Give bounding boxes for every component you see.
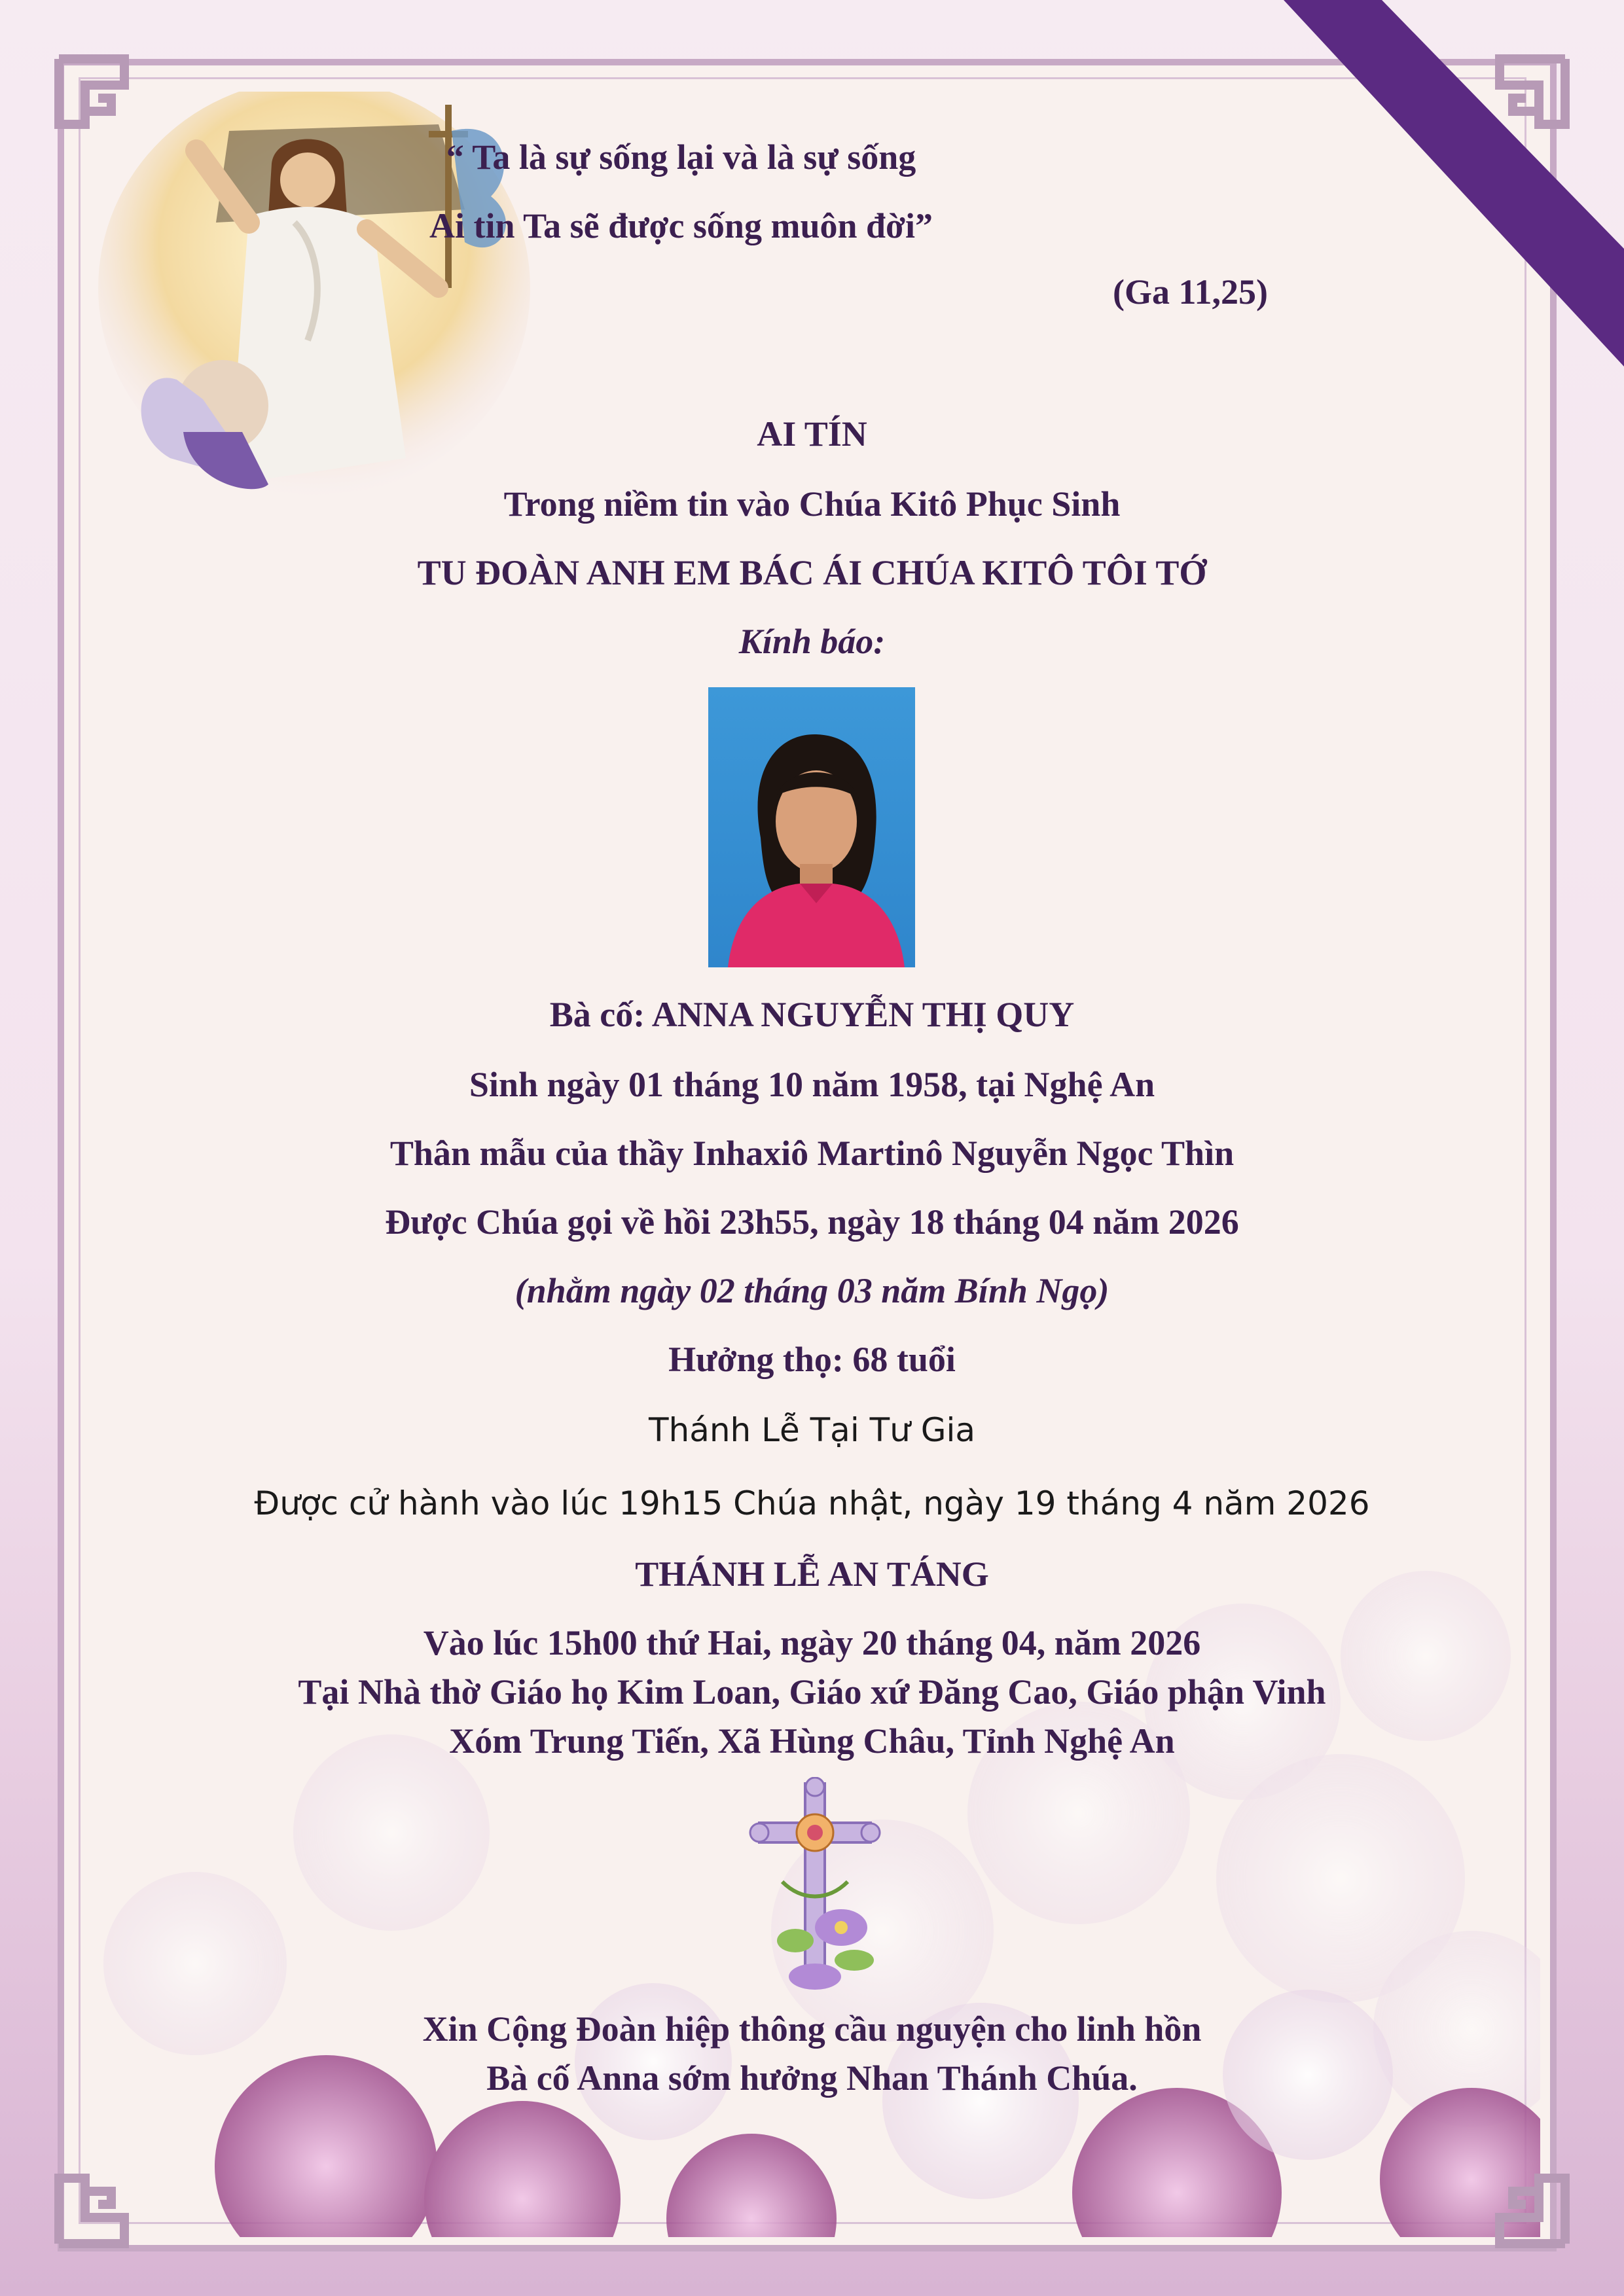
organization-name: TU ĐOÀN ANH EM BÁC ÁI CHÚA KITÔ TÔI TỚ: [417, 553, 1207, 592]
deceased-photo: [708, 687, 915, 967]
funeral-time: Vào lúc 15h00 thứ Hai, ngày 20 tháng 04, năm 2026: [423, 1623, 1201, 1662]
home-mass-time: Được cử hành vào lúc 19h15 Chúa nhật, ngày 19 tháng 4 năm 2026: [254, 1484, 1370, 1522]
deceased-name: Bà cố: ANNA NGUYỄN THỊ QUY: [549, 995, 1075, 1034]
page-title: AI TÍN: [757, 414, 867, 454]
relation-info: Thân mẫu của thầy Inhaxiô Martinô Nguyễn Ngọc Thìn: [389, 1134, 1235, 1173]
subtitle: Trong niềm tin vào Chúa Kitô Phục Sinh: [503, 484, 1121, 524]
age-info: Hưởng thọ: 68 tuổi: [668, 1340, 956, 1379]
mourning-ribbon: [1284, 0, 1624, 393]
announce-label: Kính báo:: [738, 622, 886, 661]
funeral-place: Tại Nhà thờ Giáo họ Kim Loan, Giáo xứ Đăng Cao, Giáo phận Vinh: [298, 1672, 1326, 1712]
quote-line-2: Ai tin Ta sẽ được sống muôn đời”: [429, 206, 933, 245]
closing-line-1: Xin Cộng Đoàn hiệp thông cầu nguyện cho linh hồn: [422, 2009, 1202, 2049]
lunar-date: (nhằm ngày 02 tháng 03 năm Bính Ngọ): [514, 1271, 1110, 1310]
quote-line-1: “ Ta là sự sống lại và là sự sống: [446, 137, 916, 177]
home-mass-title: Thánh Lễ Tại Tư Gia: [648, 1411, 976, 1449]
birth-info: Sinh ngày 01 tháng 10 năm 1958, tại Nghệ An: [469, 1065, 1155, 1104]
corner-ornament-icon: [46, 2126, 177, 2257]
funeral-title: THÁNH LỄ AN TÁNG: [635, 1554, 989, 1594]
cross-icon: [743, 1777, 887, 1993]
quote-reference: (Ga 11,25): [1113, 272, 1268, 312]
corner-ornament-icon: [1447, 2126, 1578, 2257]
funeral-address: Xóm Trung Tiến, Xã Hùng Châu, Tỉnh Nghệ An: [449, 1721, 1175, 1761]
death-info: Được Chúa gọi về hồi 23h55, ngày 18 tháng 04 năm 2026: [385, 1202, 1239, 1242]
closing-line-2: Bà cố Anna sớm hưởng Nhan Thánh Chúa.: [486, 2058, 1138, 2098]
